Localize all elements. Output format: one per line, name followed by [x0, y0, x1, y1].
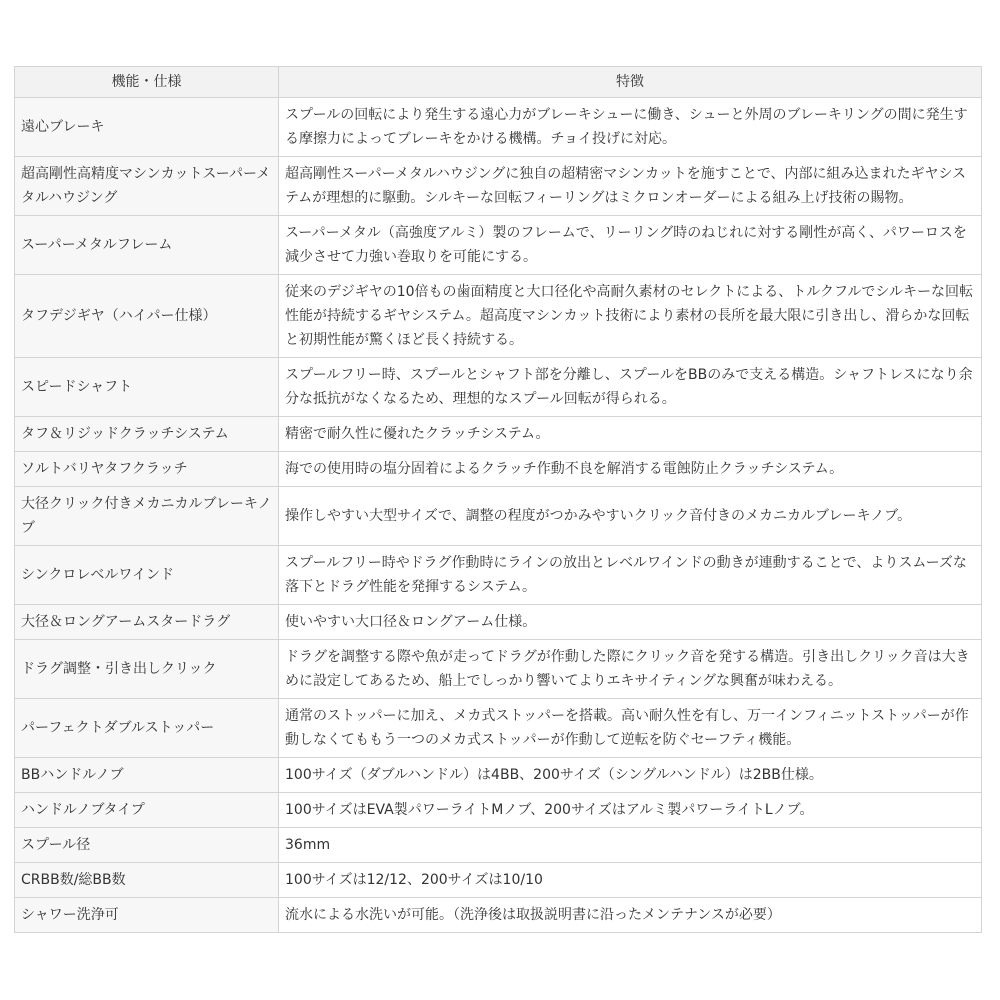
table-row	[15, 157, 982, 216]
table-row	[15, 699, 982, 758]
table-row	[15, 793, 982, 828]
table-row	[15, 828, 982, 863]
feature-cell: スーパーメタルフレーム	[15, 216, 279, 275]
description-cell: 100サイズは12/12、200サイズは10/10	[279, 863, 982, 898]
feature-cell: パーフェクトダブルストッパー	[15, 699, 279, 758]
table-row	[15, 98, 982, 157]
table-row	[15, 417, 982, 452]
description-cell: 100サイズ（ダブルハンドル）は4BB、200サイズ（シングルハンドル）は2BB仕様。	[279, 758, 982, 793]
feature-cell: シャワー洗浄可	[15, 898, 279, 933]
header-feature: 機能・仕様	[15, 67, 279, 98]
table-row	[15, 898, 982, 933]
description-cell: スプールフリー時、スプールとシャフト部を分離し、スプールをBBのみで支える構造。シャフトレスになり余分な抵抗がなくなるため、理想的なスプール回転が得られる。	[279, 358, 982, 417]
feature-cell: 超高剛性高精度マシンカットスーパーメタルハウジング	[15, 157, 279, 216]
table-row	[15, 758, 982, 793]
description-cell: 海での使用時の塩分固着によるクラッチ作動不良を解消する電蝕防止クラッチシステム。	[279, 452, 982, 487]
feature-cell: ソルトバリヤタフクラッチ	[15, 452, 279, 487]
table-row	[15, 640, 982, 699]
description-cell: スプールフリー時やドラグ作動時にラインの放出とレベルワインドの動きが連動することで、よりスムーズな落下とドラグ性能を発揮するシステム。	[279, 546, 982, 605]
table-row	[15, 487, 982, 546]
description-cell: 使いやすい大口径＆ロングアーム仕様。	[279, 605, 982, 640]
feature-cell: タフ＆リジッドクラッチシステム	[15, 417, 279, 452]
description-cell: 従来のデジギヤの10倍もの歯面精度と大口径化や高耐久素材のセレクトによる、トルクフルでシルキーな回転性能が持続するギヤシステム。超高度マシンカット技術により素材の長所を最大限に引き出し、滑らかな回転と初期性能が驚くほど長く持続する。	[279, 275, 982, 358]
description-cell: 精密で耐久性に優れたクラッチシステム。	[279, 417, 982, 452]
feature-cell: タフデジギヤ（ハイパー仕様）	[15, 275, 279, 358]
feature-cell: ハンドルノブタイプ	[15, 793, 279, 828]
description-cell: スーパーメタル（高強度アルミ）製のフレームで、リーリング時のねじれに対する剛性が高く、パワーロスを減少させて力強い巻取りを可能にする。	[279, 216, 982, 275]
feature-cell: BBハンドルノブ	[15, 758, 279, 793]
feature-cell: スプール径	[15, 828, 279, 863]
table-row	[15, 452, 982, 487]
table-row	[15, 605, 982, 640]
feature-cell: 遠心ブレーキ	[15, 98, 279, 157]
description-cell: スプールの回転により発生する遠心力がブレーキシューに働き、シューと外周のブレーキリングの間に発生する摩擦力によってブレーキをかける機構。チョイ投げに対応。	[279, 98, 982, 157]
description-cell: 流水による水洗いが可能。（洗浄後は取扱説明書に沿ったメンテナンスが必要）	[279, 898, 982, 933]
table-row	[15, 216, 982, 275]
table-header-row	[15, 67, 982, 98]
feature-cell: ドラグ調整・引き出しクリック	[15, 640, 279, 699]
feature-cell: CRBB数/総BB数	[15, 863, 279, 898]
feature-cell: スピードシャフト	[15, 358, 279, 417]
feature-cell: 大径クリック付きメカニカルブレーキノブ	[15, 487, 279, 546]
description-cell: 100サイズはEVA製パワーライトMノブ、200サイズはアルミ製パワーライトLノブ。	[279, 793, 982, 828]
feature-cell: 大径＆ロングアームスタードラグ	[15, 605, 279, 640]
description-cell: ドラグを調整する際や魚が走ってドラグが作動した際にクリック音を発する構造。引き出しクリック音は大きめに設定してあるため、船上でしっかり響いてよりエキサイティングな興奮が味わえる。	[279, 640, 982, 699]
table-row	[15, 275, 982, 358]
spec-table	[14, 66, 982, 933]
description-cell: 通常のストッパーに加え、メカ式ストッパーを搭載。高い耐久性を有し、万一インフィニットストッパーが作動しなくてももう一つのメカ式ストッパーが作動して逆転を防ぐセーフティ機能。	[279, 699, 982, 758]
table-row	[15, 863, 982, 898]
table-row	[15, 358, 982, 417]
description-cell: 操作しやすい大型サイズで、調整の程度がつかみやすいクリック音付きのメカニカルブレーキノブ。	[279, 487, 982, 546]
feature-cell: シンクロレベルワインド	[15, 546, 279, 605]
description-cell: 36mm	[279, 828, 982, 863]
header-description: 特徴	[279, 67, 982, 98]
description-cell: 超高剛性スーパーメタルハウジングに独自の超精密マシンカットを施すことで、内部に組み込まれたギヤシステムが理想的に駆動。シルキーな回転フィーリングはミクロンオーダーによる組み上げ技術の賜物。	[279, 157, 982, 216]
table-row	[15, 546, 982, 605]
